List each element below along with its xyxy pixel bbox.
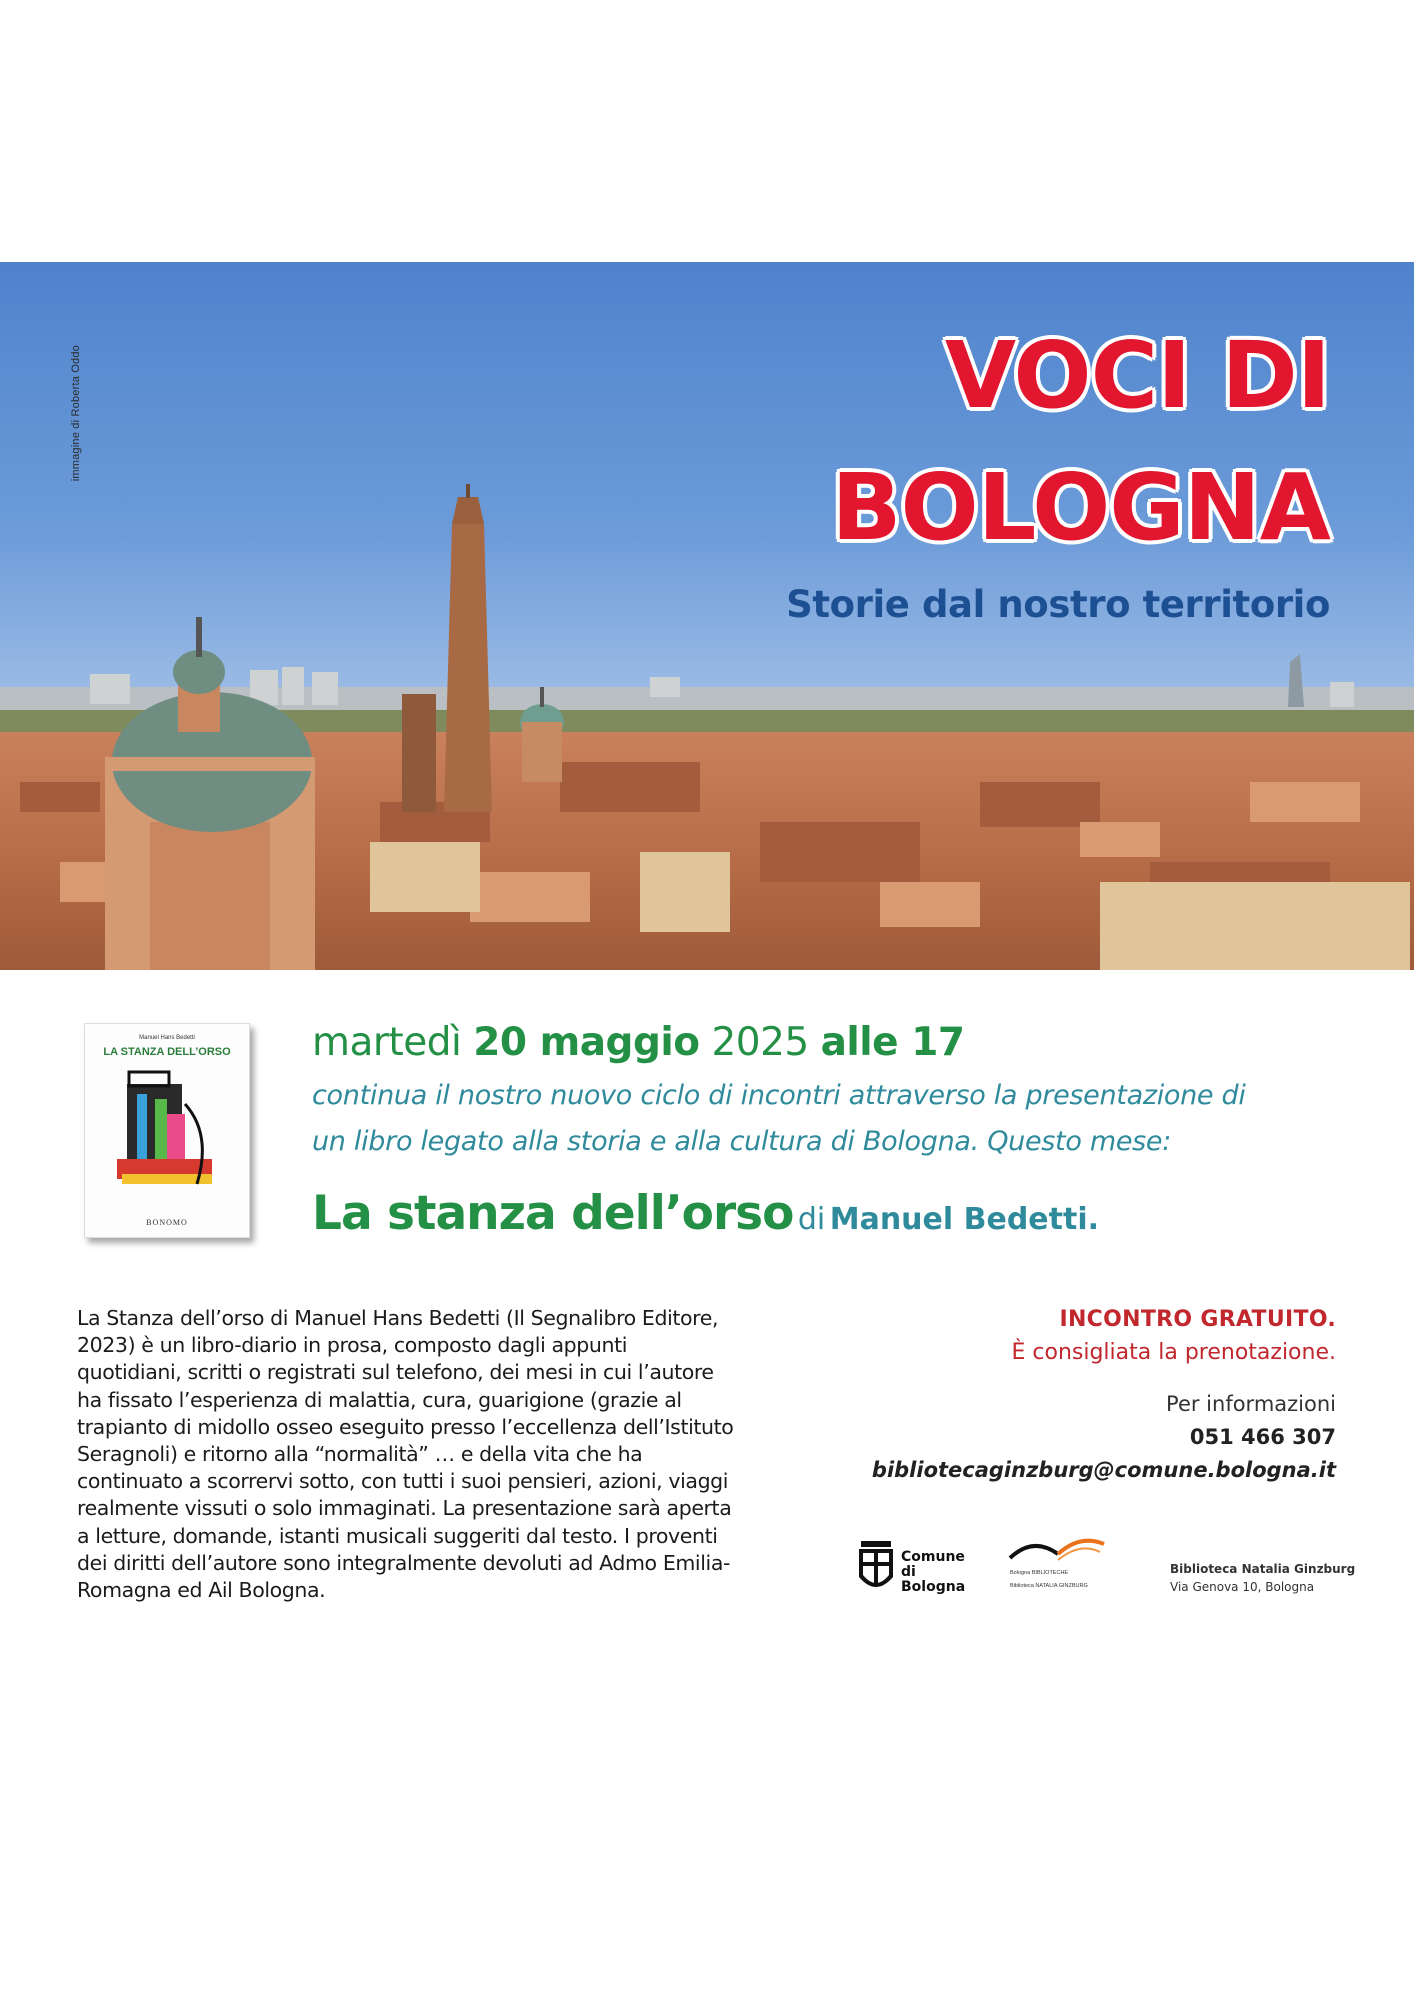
book-cover: [84, 1023, 250, 1238]
info-label: Per informazioni: [1166, 1392, 1336, 1416]
info-phone: 051 466 307: [1189, 1425, 1336, 1449]
event-intro-line-2: un libro legato alla storia e alla cultura di Bologna. Questo mese:: [312, 1126, 1172, 1157]
comune-line-2: di Bologna: [901, 1564, 966, 1595]
title-line-2: BOLOGNA: [831, 454, 1330, 561]
title-line-1: VOCI DI: [944, 322, 1330, 429]
coat-of-arms-icon: [855, 1537, 897, 1597]
event-day-month: 20 maggio: [473, 1020, 700, 1065]
photo-credit: immagine di Roberta Oddo: [70, 345, 82, 482]
cover-publisher: BONOMO: [146, 1218, 188, 1227]
event-weekday: martedì: [312, 1020, 462, 1065]
biblio-line-1: Bologna BIBLIOTECHE: [1010, 1570, 1069, 1576]
comune-line-1: Comune: [901, 1549, 965, 1565]
event-year: 2025: [711, 1020, 809, 1065]
cover-title: LA STANZA DELL’ORSO: [103, 1046, 231, 1058]
comune-di-bologna-logo: [855, 1535, 977, 1601]
event-time: alle 17: [820, 1020, 965, 1065]
biblio-line-2: Biblioteca NATALIA GINZBURG: [1010, 1583, 1088, 1589]
subtitle: Storie dal nostro territorio: [786, 583, 1330, 626]
event-intro-line-1: continua il nostro nuovo ciclo di incontri attraverso la presentazione di: [312, 1080, 1246, 1111]
free-entry-label: INCONTRO GRATUITO.: [1059, 1307, 1336, 1332]
event-date: [312, 1020, 964, 1065]
cover-illustration: [107, 1064, 227, 1204]
book-author: Manuel Bedetti.: [829, 1202, 1100, 1237]
booking-note: È consigliata la prenotazione.: [1011, 1340, 1336, 1365]
library-address: Via Genova 10, Bologna: [1170, 1580, 1315, 1594]
book-by: di: [797, 1202, 826, 1237]
open-book-icon: [1008, 1532, 1108, 1568]
book-description: La Stanza dell’orso di Manuel Hans Bedetti (Il Segnalibro Editore, 2023) è un libro-diario in prosa, composto dagli appunti quotidiani, scritti o registrati sul telefono, dei mesi in cui l’autore ha fissato l’esperienza di malattia, cura, guarigione (grazie al trapianto di midollo osseo eseguito presso l’eccellenza dell’Istituto Seragnoli) e ritorno alla “normalità” … e della vita che ha continuato a scorrervi sotto, con tutti i suoi pensieri, azioni, viaggi realmente vissuti o solo immaginati. La presentazione sarà aperta a letture, domande, istanti musicali suggeriti dal testo. I proventi dei diritti dell’autore sono integralmente devoluti ad Admo Emilia-Romagna ed Ail Bologna.: [77, 1306, 734, 1603]
library-name: Biblioteca Natalia Ginzburg: [1170, 1562, 1356, 1576]
cover-author: Manuel Hans Bedetti: [139, 1035, 195, 1041]
book-heading: [312, 1186, 1099, 1241]
biblioteche-logo: [1008, 1532, 1108, 1594]
info-email: bibliotecaginzburg@comune.bologna.it: [871, 1458, 1336, 1482]
book-title: La stanza dell’orso: [312, 1186, 794, 1241]
